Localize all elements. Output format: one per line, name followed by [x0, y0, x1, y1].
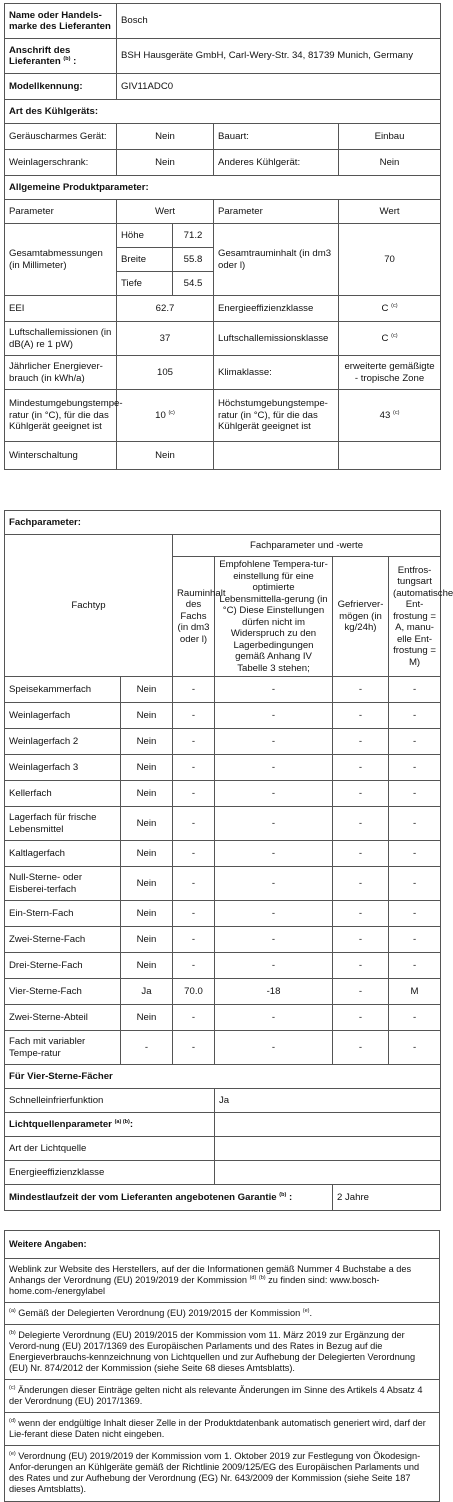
compartment-freeze: -	[333, 841, 389, 867]
compartment-volume: -	[173, 1005, 215, 1031]
compartment-name: Zwei-Sterne-Abteil	[5, 1005, 121, 1031]
model-value: GIV11ADC0	[117, 74, 441, 100]
footnote-b: $^{(b)}$ Delegierte Verordnung (EU) 2019/2015 der Kommission vom 11. März 2019 zur Ergänzung der Verord-nung (EU) 2017/1369 des Europäischen Parlaments und des Rates in Bezug auf die Energieverbrauchs-kennzeichnung von Lichtquellen und zur Aufhebung der Delegierten Verordnung (EU) Nr. 874/2012 der Kommission (siehe Seite 68 dieses Amtsblatts).	[5, 1325, 440, 1380]
warranty-label: Mindestlaufzeit der vom Lieferanten angebotenen Garantie $^{(b)}$ :	[5, 1185, 333, 1211]
climate-class-label: Klimaklasse:	[214, 356, 339, 390]
winter-value: Nein	[117, 442, 214, 470]
defrost-col-header: Entfros-tungsart (automatische Ent-frostung = A, manu-elle Ent-frostung = M)	[389, 557, 441, 677]
volume-label: Gesamtrauminhalt (in dm3 oder l)	[214, 224, 339, 296]
compartment-volume: -	[173, 953, 215, 979]
compartment-name: Weinlagerfach	[5, 703, 121, 729]
compartment-volume: -	[173, 729, 215, 755]
value-header: Wert	[117, 200, 214, 224]
compartment-row	[5, 867, 441, 901]
light-class-label: Energieeffizienzklasse	[5, 1161, 215, 1185]
noise-class-label: Luftschallemissionsklasse	[214, 322, 339, 356]
compartment-volume: -	[173, 927, 215, 953]
compartment-section-header: Fachparameter:	[5, 511, 441, 535]
compartment-row	[5, 953, 441, 979]
compartment-freeze: -	[333, 1031, 389, 1065]
compartment-defrost: M	[389, 979, 441, 1005]
compartment-defrost: -	[389, 841, 441, 867]
additional-info-header: Weitere Angaben:	[5, 1231, 440, 1259]
compartment-name: Vier-Sterne-Fach	[5, 979, 121, 1005]
compartment-temp: -	[215, 807, 333, 841]
compartment-present: Nein	[121, 901, 173, 927]
compartment-present: Nein	[121, 703, 173, 729]
empty-cell	[215, 1113, 441, 1137]
compartment-freeze: -	[333, 927, 389, 953]
compartment-row	[5, 677, 441, 703]
eei-value: 62.7	[117, 296, 214, 322]
compartment-freeze: -	[333, 979, 389, 1005]
compartment-present: Nein	[121, 677, 173, 703]
compartment-row	[5, 841, 441, 867]
compartment-name: Ein-Stern-Fach	[5, 901, 121, 927]
depth-label: Tiefe	[117, 272, 173, 296]
compartment-freeze: -	[333, 703, 389, 729]
compartment-row	[5, 755, 441, 781]
compartment-volume: -	[173, 1031, 215, 1065]
compartment-name: Zwei-Sterne-Fach	[5, 927, 121, 953]
design-value: Einbau	[339, 124, 441, 150]
compartment-freeze: -	[333, 729, 389, 755]
product-info-table	[4, 3, 441, 470]
compartment-present: Nein	[121, 841, 173, 867]
general-section-header: Allgemeine Produktparameter:	[5, 176, 441, 200]
param-header: Parameter	[5, 200, 117, 224]
compartment-freeze: -	[333, 1005, 389, 1031]
compartment-temp: -	[215, 867, 333, 901]
other-appliance-label: Anderes Kühlgerät:	[214, 150, 339, 176]
dimensions-label: Gesamtabmessungen (in Millimeter)	[5, 224, 117, 296]
low-noise-value: Nein	[117, 124, 214, 150]
compartment-freeze: -	[333, 807, 389, 841]
compartment-defrost: -	[389, 677, 441, 703]
compartment-volume: -	[173, 867, 215, 901]
value-header-2: Wert	[339, 200, 441, 224]
type-section-header: Art des Kühlgeräts:	[5, 100, 441, 124]
compartment-name: Fach mit variabler Tempe-ratur	[5, 1031, 121, 1065]
freeze-col-header: Gefrierver-mögen (in kg/24h)	[333, 557, 389, 677]
noise-label: Luftschallemissionen (in dB(A) re 1 pW)	[5, 322, 117, 356]
compartment-freeze: -	[333, 901, 389, 927]
compartment-row	[5, 1031, 441, 1065]
compartment-name: Null-Sterne- oder Eisberei-terfach	[5, 867, 121, 901]
eei-label: EEI	[5, 296, 117, 322]
compartment-freeze: -	[333, 953, 389, 979]
compartment-defrost: -	[389, 953, 441, 979]
address-value: BSH Hausgeräte GmbH, Carl-Wery-Str. 34, 81739 Munich, Germany	[117, 39, 441, 74]
compartment-volume: -	[173, 807, 215, 841]
light-class-value	[215, 1161, 441, 1185]
quick-freeze-value: Ja	[215, 1089, 441, 1113]
wine-cabinet-label: Weinlagerschrank:	[5, 150, 117, 176]
compartment-group-header: Fachparameter und -werte	[173, 535, 441, 557]
compartment-name: Weinlagerfach 2	[5, 729, 121, 755]
noise-value: 37	[117, 322, 214, 356]
compartment-row	[5, 979, 441, 1005]
empty-cell	[339, 442, 441, 470]
compartment-freeze: -	[333, 677, 389, 703]
climate-class-value: erweiterte gemäßigte - tropische Zone	[339, 356, 441, 390]
compartment-present: Nein	[121, 927, 173, 953]
depth-value: 54.5	[173, 272, 214, 296]
supplier-value: Bosch	[117, 4, 441, 39]
footnote-d: $^{(d)}$ wenn der endgültige Inhalt dieser Zelle in der Produktdatenbank automatisch generiert wird, darf der Lie-ferant diese Daten nicht eingeben.	[5, 1413, 440, 1446]
light-type-value	[215, 1137, 441, 1161]
address-label: Anschrift des Lieferanten $^{(b)}$ :	[5, 39, 117, 74]
compartment-row	[5, 807, 441, 841]
param-header-2: Parameter	[214, 200, 339, 224]
compartment-defrost: -	[389, 781, 441, 807]
compartment-type-header: Fachtyp	[5, 535, 173, 677]
compartment-temp: -	[215, 901, 333, 927]
warranty-value: 2 Jahre	[333, 1185, 441, 1211]
compartment-volume: -	[173, 781, 215, 807]
light-type-label: Art der Lichtquelle	[5, 1137, 215, 1161]
compartment-defrost: -	[389, 1005, 441, 1031]
compartment-present: Nein	[121, 807, 173, 841]
compartment-temp: -	[215, 703, 333, 729]
min-temp-value: 10 $^{(c)}$	[117, 390, 214, 442]
compartment-present: Nein	[121, 755, 173, 781]
compartment-row	[5, 927, 441, 953]
compartment-name: Weinlagerfach 3	[5, 755, 121, 781]
min-temp-label: Mindestumgebungstempe-ratur (in °C), für die das Kühlgerät geeignet ist	[5, 390, 117, 442]
compartment-volume: 70.0	[173, 979, 215, 1005]
annual-energy-value: 105	[117, 356, 214, 390]
compartment-defrost: -	[389, 729, 441, 755]
compartment-row	[5, 729, 441, 755]
compartment-temp: -	[215, 755, 333, 781]
compartment-defrost: -	[389, 867, 441, 901]
model-label: Modellkennung:	[5, 74, 117, 100]
low-noise-label: Geräuscharmes Gerät:	[5, 124, 117, 150]
width-value: 55.8	[173, 248, 214, 272]
compartment-volume: -	[173, 677, 215, 703]
compartment-present: Nein	[121, 729, 173, 755]
compartment-present: Nein	[121, 953, 173, 979]
compartment-row	[5, 1005, 441, 1031]
max-temp-label: Höchstumgebungstempe-ratur (in °C), für die das Kühlgerät geeignet ist	[214, 390, 339, 442]
four-star-section-header: Für Vier-Sterne-Fächer	[5, 1065, 441, 1089]
empty-cell	[214, 442, 339, 470]
design-label: Bauart:	[214, 124, 339, 150]
wine-cabinet-value: Nein	[117, 150, 214, 176]
compartment-present: Nein	[121, 781, 173, 807]
energy-class-value: C $^{(c)}$	[339, 296, 441, 322]
compartment-freeze: -	[333, 781, 389, 807]
annual-energy-label: Jährlicher Energiever-brauch (in kWh/a)	[5, 356, 117, 390]
compartment-volume: -	[173, 755, 215, 781]
compartment-temp: -	[215, 1005, 333, 1031]
compartment-volume: -	[173, 841, 215, 867]
compartment-defrost: -	[389, 901, 441, 927]
volume-value: 70	[339, 224, 441, 296]
other-appliance-value: Nein	[339, 150, 441, 176]
footnote-c: $^{(c)}$ Änderungen dieser Einträge gelten nicht als relevante Änderungen im Sinne des Artikels 4 Absatz 4 der Verordnung (EU) 2017/1369.	[5, 1380, 440, 1413]
width-label: Breite	[117, 248, 173, 272]
compartment-defrost: -	[389, 703, 441, 729]
light-section-header: Lichtquellenparameter $^{(a) (b)}$:	[5, 1113, 215, 1137]
compartment-volume: -	[173, 901, 215, 927]
compartment-row	[5, 703, 441, 729]
compartment-present: Ja	[121, 979, 173, 1005]
additional-info-table	[4, 1230, 440, 1502]
quick-freeze-label: Schnelleinfrierfunktion	[5, 1089, 215, 1113]
compartment-name: Speisekammerfach	[5, 677, 121, 703]
compartment-name: Lagerfach für frische Lebensmittel	[5, 807, 121, 841]
compartment-present: Nein	[121, 1005, 173, 1031]
height-value: 71.2	[173, 224, 214, 248]
noise-class-value: C $^{(c)}$	[339, 322, 441, 356]
compartment-freeze: -	[333, 755, 389, 781]
compartment-freeze: -	[333, 867, 389, 901]
compartment-temp: -	[215, 729, 333, 755]
supplier-label: Name oder Handels-marke des Lieferanten	[5, 4, 117, 39]
footnote-e: $^{(e)}$ Verordnung (EU) 2019/2019 der Kommission vom 1. Oktober 2019 zur Festlegung von Ökodesign-Anfor-derungen an Kühlgeräte gemäß der Richtlinie 2009/125/EG des Europäischen Parlaments und des Rates und zur Aufhebung der Verordnung (EG) Nr. 643/2009 der Kommission (siehe Seite 187 dieses Amtsblatts).	[5, 1446, 440, 1501]
compartment-temp: -	[215, 927, 333, 953]
compartment-name: Kellerfach	[5, 781, 121, 807]
compartment-volume: -	[173, 703, 215, 729]
compartment-temp: -	[215, 841, 333, 867]
footnote-a: $^{(a)}$ Gemäß der Delegierten Verordnung (EU) 2019/2015 der Kommission $^{(e)}$.	[5, 1303, 440, 1325]
compartment-present: Nein	[121, 867, 173, 901]
winter-label: Winterschaltung	[5, 442, 117, 470]
compartment-name: Drei-Sterne-Fach	[5, 953, 121, 979]
compartment-table	[4, 510, 453, 1211]
compartment-defrost: -	[389, 755, 441, 781]
compartment-row	[5, 901, 441, 927]
compartment-temp: -	[215, 1031, 333, 1065]
compartment-temp: -	[215, 953, 333, 979]
compartment-temp: -	[215, 781, 333, 807]
energy-class-label: Energieeffizienzklasse	[214, 296, 339, 322]
compartment-defrost: -	[389, 927, 441, 953]
compartment-temp: -18	[215, 979, 333, 1005]
compartment-defrost: -	[389, 1031, 441, 1065]
compartment-present: -	[121, 1031, 173, 1065]
compartment-temp: -	[215, 677, 333, 703]
compartment-row	[5, 781, 441, 807]
compartment-defrost: -	[389, 807, 441, 841]
volume-col-header: Rauminhalt des Fachs (in dm3 oder l)	[173, 557, 215, 677]
height-label: Höhe	[117, 224, 173, 248]
weblink-note: Weblink zur Website des Herstellers, auf der die Informationen gemäß Nummer 4 Buchstabe a des Anhangs der Verordnung (EU) 2019/2019 der Kommission $^{(d)}$ $^{(b)}$ zu finden sind: www.bosch-home.com-/energylabel	[5, 1259, 440, 1303]
temp-col-header: Empfohlene Tempera-tur-einstellung für eine optimierte Lebensmittella-gerung (in °C) Diese Einstellungen dürfen nicht im Widerspruch zu den Lagerbedingungen gemäß Anhang IV Tabelle 3 stehen;	[215, 557, 333, 677]
max-temp-value: 43 $^{(c)}$	[339, 390, 441, 442]
compartment-name: Kaltlagerfach	[5, 841, 121, 867]
